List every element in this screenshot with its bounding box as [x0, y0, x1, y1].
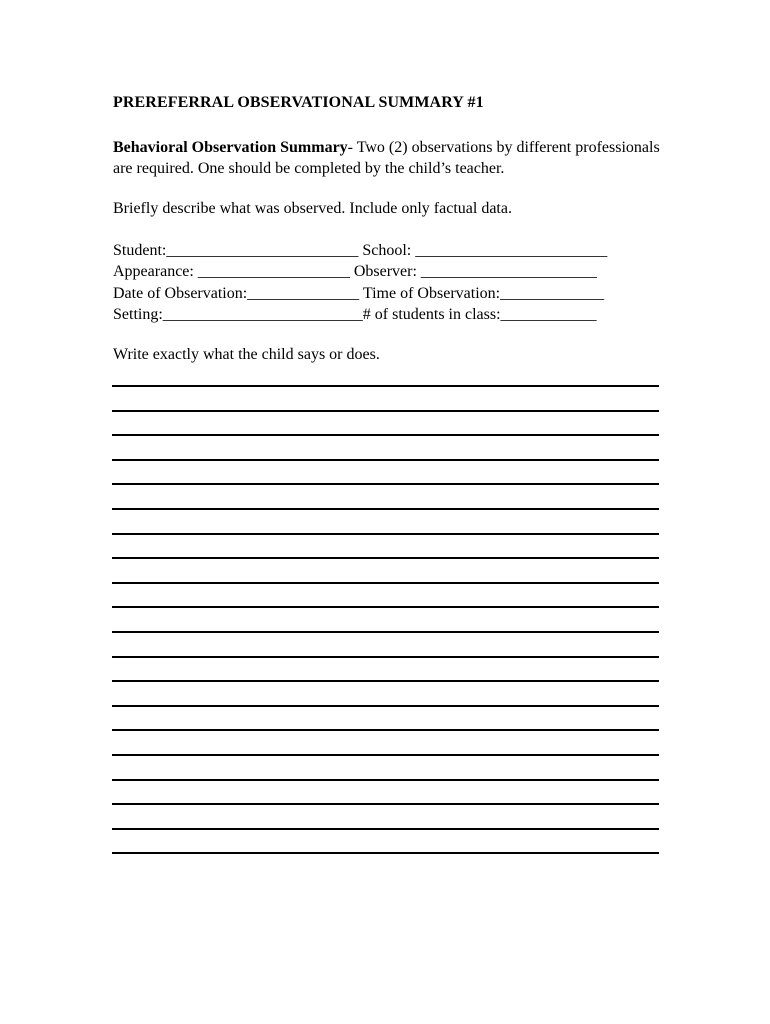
setting-field[interactable]: Setting:_________________________	[113, 305, 363, 323]
writing-line[interactable]	[112, 779, 659, 781]
info-fields	[113, 240, 607, 325]
writing-line[interactable]	[112, 508, 659, 510]
writing-line[interactable]	[112, 582, 659, 584]
writing-line[interactable]	[112, 852, 659, 854]
writing-line[interactable]	[112, 459, 659, 461]
writing-line[interactable]	[112, 754, 659, 756]
form-title: PREREFERRAL OBSERVATIONAL SUMMARY #1	[113, 94, 484, 111]
writing-line[interactable]	[112, 729, 659, 731]
intro-paragraph	[113, 137, 673, 179]
writing-line[interactable]	[112, 434, 659, 436]
appearance-field[interactable]: Appearance: ___________________	[113, 263, 350, 281]
writing-line[interactable]	[112, 410, 659, 412]
writing-line[interactable]	[112, 557, 659, 559]
field-row-setting-students	[113, 304, 607, 325]
field-row-student-school	[113, 240, 607, 261]
school-field[interactable]: School: ________________________	[358, 242, 608, 259]
writing-line[interactable]	[112, 680, 659, 682]
summary-text: - Two (2) observations by different professionals are required. One should be completed by the child’s teacher.	[113, 139, 660, 177]
writing-line[interactable]	[112, 533, 659, 535]
writing-line[interactable]	[112, 606, 659, 608]
writing-line[interactable]	[112, 828, 659, 830]
student-field[interactable]: Student:________________________	[113, 242, 359, 259]
writing-line[interactable]	[112, 803, 659, 805]
field-row-appearance-observer	[113, 261, 607, 282]
writing-line[interactable]	[112, 631, 659, 633]
instruction-brief: Briefly describe what was observed. Include only factual data.	[113, 200, 512, 217]
students-in-class-field[interactable]: # of students in class:____________	[362, 305, 597, 323]
writing-line[interactable]	[112, 385, 659, 387]
field-row-date-time	[113, 283, 607, 304]
summary-heading: Behavioral Observation Summary	[113, 139, 348, 156]
instruction-write: Write exactly what the child says or does.	[113, 346, 380, 363]
writing-line[interactable]	[112, 656, 659, 658]
writing-line[interactable]	[112, 705, 659, 707]
writing-line[interactable]	[112, 483, 659, 485]
date-of-observation-field[interactable]: Date of Observation:______________	[113, 284, 360, 302]
time-of-observation-field[interactable]: Time of Observation:_____________	[359, 284, 605, 302]
observer-field[interactable]: Observer: ______________________	[349, 263, 597, 281]
